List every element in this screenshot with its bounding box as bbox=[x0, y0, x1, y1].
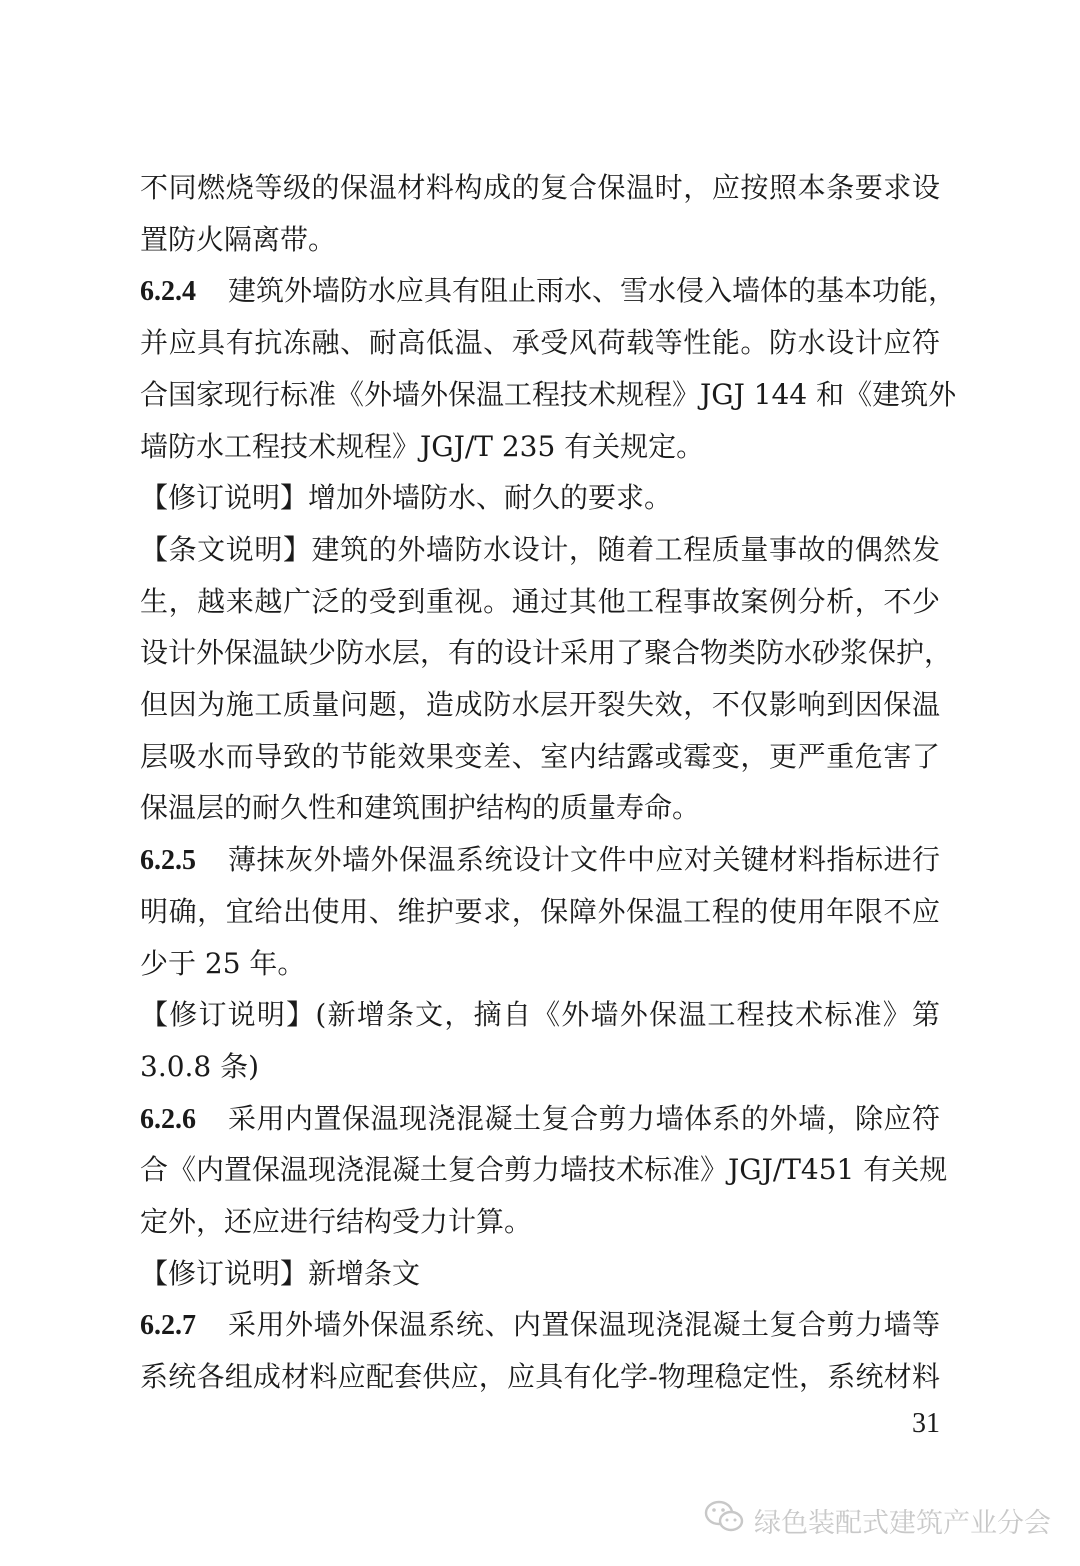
text-line bbox=[140, 1204, 940, 1240]
wechat-icon bbox=[704, 1500, 744, 1541]
line-text: 不同燃烧等级的保温材料构成的复合保温时，应按照本条要求设 bbox=[140, 171, 940, 204]
line-text: 合国家现行标准《外墙外保温工程技术规程》JGJ 144 和《建筑外 bbox=[140, 377, 957, 411]
line-text: 但因为施工质量问题，造成防水层开裂失效，不仅影响到因保温 bbox=[140, 688, 940, 721]
line-text: 【修订说明】新增条文 bbox=[140, 1256, 421, 1290]
text-line bbox=[140, 1049, 940, 1085]
line-text: 建筑外墙防水应具有阻止雨水、雪水侵入墙体的基本功能， bbox=[228, 274, 957, 308]
text-line bbox=[140, 790, 940, 826]
clause-number: 6.2.4 bbox=[140, 276, 196, 308]
line-text: 薄抹灰外墙外保温系统设计文件中应对关键材料指标进行 bbox=[228, 843, 940, 877]
line-text: 采用内置保温现浇混凝土复合剪力墙体系的外墙，除应符 bbox=[228, 1101, 940, 1135]
text-line bbox=[140, 532, 940, 568]
clause-line bbox=[140, 842, 940, 878]
text-line bbox=[140, 1152, 948, 1188]
line-text: 明确，宜给出使用、维护要求，保障外保温工程的使用年限不应 bbox=[140, 894, 940, 928]
line-text: 设计外保温缺少防水层，有的设计采用了聚合物类防水砂浆保护， bbox=[140, 636, 953, 670]
text-line bbox=[140, 1359, 940, 1395]
text-line bbox=[140, 429, 940, 465]
line-text: 系统各组成材料应配套供应，应具有化学-物理稳定性，系统材料 bbox=[140, 1360, 940, 1394]
line-text: 置防火隔离带。 bbox=[140, 222, 337, 256]
line-text: 3.0.8 条) bbox=[140, 1049, 260, 1083]
text-line bbox=[140, 687, 940, 723]
clause-line bbox=[140, 273, 957, 309]
text-line bbox=[140, 222, 940, 258]
text-line bbox=[140, 946, 940, 982]
text-line bbox=[140, 997, 940, 1033]
line-text: 墙防水工程技术规程》JGJ/T 235 有关规定。 bbox=[140, 429, 705, 463]
clause-number: 6.2.5 bbox=[140, 845, 196, 877]
clause-number: 6.2.7 bbox=[140, 1310, 196, 1342]
line-text: 层吸水而导致的节能效果变差、室内结露或霉变，更严重危害了 bbox=[140, 739, 940, 773]
text-line bbox=[140, 635, 953, 671]
watermark bbox=[704, 1500, 1051, 1540]
line-text: 定外，还应进行结构受力计算。 bbox=[140, 1205, 533, 1238]
text-line bbox=[140, 325, 940, 361]
text-line bbox=[140, 584, 940, 620]
text-line bbox=[140, 480, 940, 516]
line-text: 保温层的耐久性和建筑围护结构的质量寿命。 bbox=[140, 791, 701, 825]
text-line bbox=[140, 170, 940, 206]
text-line bbox=[140, 1256, 940, 1292]
watermark-text: 绿色装配式建筑产业分会 bbox=[754, 1507, 1051, 1539]
line-text: 少于 25 年。 bbox=[140, 946, 306, 980]
line-text: 【条文说明】建筑的外墙防水设计，随着工程质量事故的偶然发 bbox=[140, 532, 940, 566]
line-text: 采用外墙外保温系统、内置保温现浇混凝土复合剪力墙等 bbox=[228, 1308, 940, 1342]
text-line bbox=[140, 739, 940, 775]
line-text: 【修订说明】(新增条文，摘自《外墙外保温工程技术标准》第 bbox=[140, 998, 940, 1032]
page-number: 31 bbox=[912, 1408, 940, 1439]
text-line bbox=[140, 377, 957, 413]
line-text: 生，越来越广泛的受到重视。通过其他工程事故案例分析，不少 bbox=[140, 584, 940, 618]
clause-line bbox=[140, 1307, 940, 1343]
clause-line bbox=[140, 1101, 940, 1137]
clause-number: 6.2.6 bbox=[140, 1103, 196, 1135]
line-text: 并应具有抗冻融、耐高低温、承受风荷载等性能。防水设计应符 bbox=[140, 326, 940, 360]
line-text: 合《内置保温现浇混凝土复合剪力墙技术标准》JGJ/T451 有关规 bbox=[140, 1153, 948, 1187]
text-line bbox=[140, 894, 940, 930]
line-text: 【修订说明】增加外墙防水、耐久的要求。 bbox=[140, 481, 673, 515]
